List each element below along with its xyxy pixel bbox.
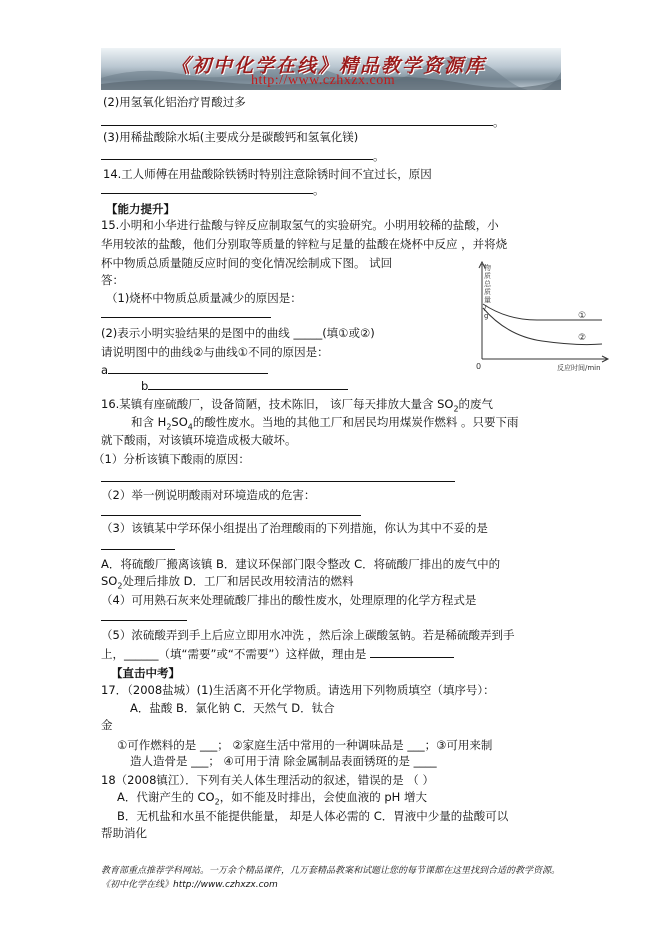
q17-blanks: 造人造骨是 ___； ④可用于清 除金属制品表面锈斑的是 ____ bbox=[130, 754, 437, 768]
section-heading: 【直击中考】 bbox=[111, 666, 180, 680]
q16-part4: （4）可用熟石灰来处理硫酸厂排出的酸性废水，处理原理的化学方程式是 bbox=[101, 593, 477, 607]
banner-title: 《初中化学在线》精品教学资源库 bbox=[171, 55, 487, 77]
answer-line-b: b bbox=[141, 378, 348, 394]
q15-text: 请说明图中的曲线②与曲线①不同的原因是： bbox=[101, 345, 329, 359]
answer-line bbox=[101, 504, 361, 520]
q16-text: 和含 $H_2SO_4$的酸性废水。当地的其他工厂和居民均用煤炭作燃料 。只要下雨 bbox=[131, 415, 519, 432]
series-label: ② bbox=[578, 333, 587, 343]
answer-line bbox=[101, 538, 175, 554]
q16-text: 16.某镇有座硫酸厂，设备简陋，技术陈旧， 该厂每天排放大量含 $SO_2$的废气 bbox=[101, 397, 494, 414]
q16-part3: （3）该镇某中学环保小组提出了治理酸雨的下列措施，你认为其中不妥的是 bbox=[101, 521, 488, 535]
q17-blanks: ①可作燃料的是 ___； ②家庭生活中常用的一种调味品是 ___；③可用来制 bbox=[117, 738, 493, 752]
blank[interactable] bbox=[108, 362, 268, 374]
answer-line: 。 bbox=[101, 114, 505, 130]
q18-option-a: A．代谢产生的 $CO_2$，如不能及时排出，会使血液的 pH 增大 bbox=[117, 790, 427, 807]
answer-line: 。 bbox=[101, 182, 325, 198]
blank[interactable] bbox=[370, 646, 454, 658]
mass-time-chart bbox=[462, 256, 612, 374]
q16-options: $SO_2$处理后排放 D．工厂和居民改用较清洁的燃料 bbox=[101, 574, 354, 591]
q15-part2: (2)表示小明实验结果的是图中的曲线 _____(填①或②) bbox=[101, 326, 375, 340]
q13-part3: (3)用稀盐酸除水垢(主要成分是碳酸钙和氢氧化镁) bbox=[103, 130, 359, 144]
q14: 14.工人师傅在用盐酸除铁锈时特别注意除锈时间不宜过长，原因 bbox=[103, 167, 432, 181]
answer-line bbox=[101, 306, 271, 322]
blank[interactable] bbox=[101, 470, 455, 482]
answer-line: 。 bbox=[101, 148, 385, 164]
q16-part1: （1）分析该镇下酸雨的原因： bbox=[93, 452, 250, 466]
q18-text: 18（2008镇江）．下列有关人体生理活动的叙述，错误的是 （ ） bbox=[101, 773, 434, 787]
q16-part2: （2）举一例说明酸雨对环境造成的危害： bbox=[101, 488, 316, 502]
q18-text: 帮助消化 bbox=[101, 826, 147, 840]
q18-option-b: B．无机盐和水虽不能提供能量， 却是人体必需的 C．胃液中少量的盐酸可以 bbox=[117, 809, 509, 823]
header-banner bbox=[101, 48, 561, 90]
blank[interactable] bbox=[101, 609, 187, 621]
q16-part5: （5）浓硫酸弄到手上后应立即用水冲洗 ，然后涂上碳酸氢钠。若是稀硫酸弄到手 bbox=[101, 628, 515, 642]
q15-part1: （1)烧杯中物质总质量减少的原因是： bbox=[106, 291, 302, 305]
q15-text: 华用较浓的盐酸，他们分别取等质量的锌粒与足量的盐酸在烧杯中反应 ，并将烧 bbox=[101, 237, 508, 251]
answer-line bbox=[101, 609, 187, 625]
q16-options: A．将硫酸厂搬离该镇 B．建议环保部门限令整改 C．将硫酸厂排出的废气中的 bbox=[101, 557, 501, 571]
banner-url[interactable]: http://www.czhxzx.com bbox=[251, 73, 396, 88]
q17-options: A．盐酸 B．氯化钠 C．天然气 D．钛合 bbox=[130, 701, 335, 715]
blank[interactable] bbox=[101, 114, 493, 126]
series-label: ① bbox=[578, 311, 587, 321]
q16-text: 就下酸雨，对该镇环境造成极大破坏。 bbox=[101, 433, 297, 447]
answer-line bbox=[101, 470, 455, 486]
section-heading: 【能力提升】 bbox=[106, 202, 175, 216]
blank[interactable] bbox=[148, 378, 348, 390]
blank[interactable] bbox=[101, 182, 313, 194]
q15-text: 15.小明和小华进行盐酸与锌反应制取氢气的实验研究。小明用较稀的盐酸，小 bbox=[101, 218, 499, 232]
blank[interactable] bbox=[101, 148, 373, 160]
answer-line-a: a bbox=[101, 362, 268, 378]
blank[interactable] bbox=[101, 306, 271, 318]
x-axis-label: 反应时间/min bbox=[557, 364, 601, 372]
blank[interactable] bbox=[101, 538, 175, 550]
q17-options: 金 bbox=[101, 718, 113, 732]
q13-part2: (2)用氢氧化铝治疗胃酸过多 bbox=[103, 95, 246, 109]
q15-text: 答： bbox=[101, 273, 124, 287]
blank[interactable] bbox=[101, 504, 361, 516]
q17-text: 17．（2008盐城）(1)生活离不开化学物质。请选用下列物质填空（填序号）： bbox=[101, 683, 495, 697]
q15-text: 杯中物质总质量随反应时间的变化情况绘制成下图。 试回 bbox=[101, 256, 393, 270]
q16-part5: 上，______（填“需要”或“不需要”）这样做，理由是 bbox=[101, 646, 454, 662]
footer: 教育部重点推荐学科网站。一万余个精品课件，几万套精品教案和试题让您的每节课都在这里找到合适的教学资源。《初中化学在线》http://www.czhxzx.com bbox=[101, 866, 561, 890]
y-axis-label: 物质总质量/ g bbox=[484, 264, 491, 320]
footer-link[interactable]: http://www.czhxzx.com bbox=[173, 880, 278, 890]
origin-label: 0 bbox=[476, 362, 482, 371]
